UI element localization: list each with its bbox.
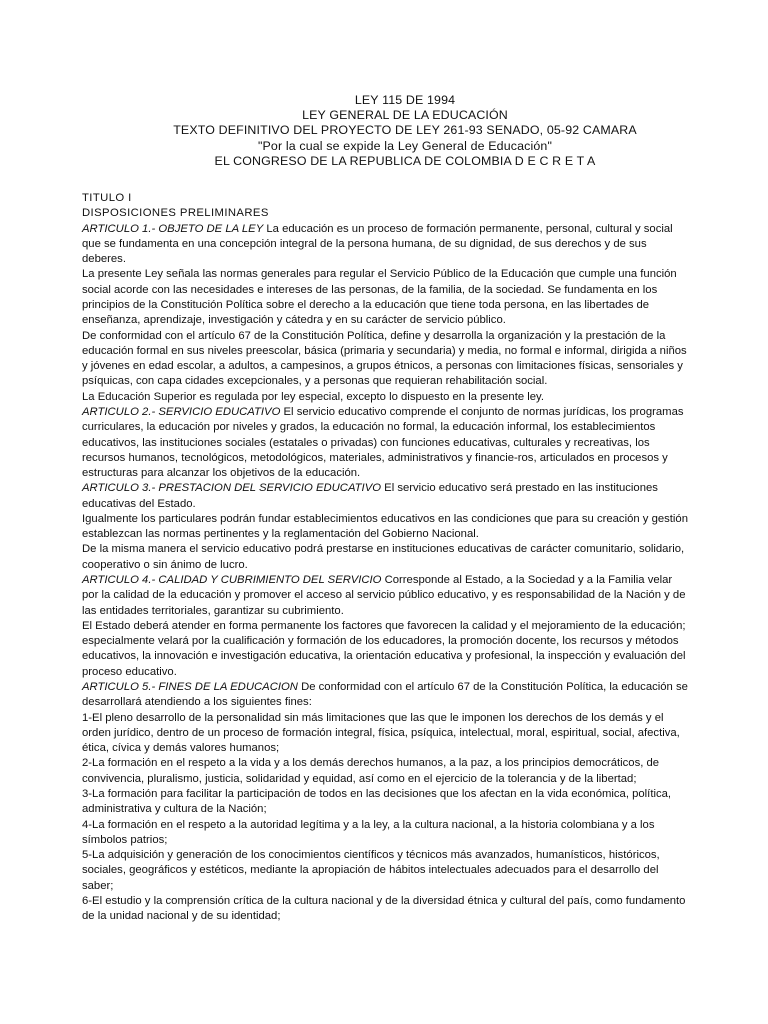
article-4-title: ARTICULO 4.- CALIDAD Y CUBRIMIENTO DEL SERVICIO — [82, 574, 382, 587]
article-2-title: ARTICULO 2.- SERVICIO EDUCATIVO — [82, 405, 281, 418]
decree-line: EL CONGRESO DE LA REPUBLICA DE COLOMBIA D E C R E T A — [214, 153, 596, 168]
article-1-title: ARTICULO 1.- OBJETO DE LA LEY — [82, 222, 264, 235]
list-item: 6-El estudio y la comprensión crítica de la cultura nacional y de la diversidad étnica y cultural del país, como fundamento de la unidad nacional y de su identidad; — [82, 894, 686, 923]
article-5-text: De conformidad con el artículo 67 de la Constitución Política, la educación se desarrollará atendiendo a los siguientes fines: — [82, 681, 688, 709]
list-item: 5-La adquisición y generación de los conocimientos científicos y técnicos más avanzados, humanísticos, históricos, sociales, geográficos y estéticos, mediante la apropiación de hábitos intelectuales adecuados para el desarrollo del saber; — [82, 849, 660, 892]
paragraph: Igualmente los particulares podrán fundar establecimientos educativos en las condiciones que para su creación y gestión establezcan las normas pertinentes y la reglamentación del Gobierno Nacional. — [82, 512, 688, 541]
paragraph: La Educación Superior es regulada por ley especial, excepto lo dispuesto en la presente ley. — [82, 390, 544, 403]
article-4-text: Corresponde al Estado, a la Sociedad y a la Familia velar por la calidad de la educación y promover el acceso al servicio público educativo, y es responsabilidad de la Nación y de las entidades territoriales, garantizar su cubrimiento. — [82, 574, 686, 617]
law-name: LEY GENERAL DE LA EDUCACIÓN — [302, 108, 508, 123]
article-3-title: ARTICULO 3.- PRESTACION DEL SERVICIO EDUCATIVO — [82, 482, 382, 495]
list-item: 2-La formación en el respeto a la vida y a los demás derechos humanos, a la paz, a los principios democráticos, de convivencia, pluralismo, justicia, solidaridad y equidad, así como en el ejercicio de la tolerancia y de la libertad; — [82, 757, 660, 785]
article-5 — [82, 680, 688, 711]
article-1 — [82, 222, 688, 268]
section-heading: DISPOSICIONES PRELIMINARES — [82, 207, 269, 220]
list-item: 3-La formación para facilitar la participación de todos en las decisiones que los afectan en la vida económica, política, administrativa y cultura de la Nación; — [82, 787, 672, 816]
list-item: 1-El pleno desarrollo de la personalidad sin más limitaciones que las que le imponen los derechos de los demás y el orden jurídico, dentro de un proceso de formación integral, física, psíquica, intelectual, moral, espiritual, social, afectiva, ética, cívica y demás valores humanos; — [82, 711, 680, 755]
article-2 — [82, 405, 688, 481]
paragraph: La presente Ley señala las normas generales para regular el Servicio Público de la Educación que cumple una función social acorde con las necesidades e intereses de las personas, de la familia, de la sociedad. Se fundamenta en los principios de la Constitución Política sobre el derecho a la educación que tiene toda persona, en las libertades de enseñanza, aprendizaje, investigación y cátedra y en su carácter de servicio público. — [82, 268, 677, 327]
law-purpose: "Por la cual se expide la Ley General de Educación" — [257, 138, 553, 153]
paragraph: De conformidad con el artículo 67 de la Constitución Política, define y desarrolla la organización y la prestación de la educación formal en sus niveles preescolar, básica (primaria y secundaria) y media, no formal e informal, dirigida a niños y jóvenes en edad escolar, a adultos, a campesinos, a grupos étnicos, a personas con limitaciones físicas, sensoriales y psíquicas, con capa cidades excepcionales, y a personas que requieran rehabilitación social. — [82, 329, 687, 388]
paragraph: De la misma manera el servicio educativo podrá prestarse en instituciones educativas de carácter comunitario, solidario, cooperativo o sin ánimo de lucro. — [82, 543, 685, 571]
article-3-text: El servicio educativo será prestado en las instituciones educativas del Estado. — [82, 482, 658, 510]
article-4 — [82, 573, 688, 619]
article-5-title: ARTICULO 5.- FINES DE LA EDUCACION — [82, 681, 298, 694]
law-number: LEY 115 DE 1994 — [354, 93, 456, 107]
document-body — [82, 191, 688, 925]
title-heading: TITULO I — [82, 192, 132, 205]
article-3 — [82, 481, 688, 512]
document-header — [82, 93, 728, 169]
article-2-text: El servicio educativo comprende el conjunto de normas jurídicas, los programas curriculares, la educación por niveles y grados, la educación no formal, la educación informal, los establecimientos educativos, las instituciones sociales (estatales o privadas) con funciones educativas, culturales y recreativas, los recursos humanos, tecnológicos, metodológicos, materiales, administrativos y financie-ros, articulados en procesos y estructuras para alcanzar los objetivos de la educación. — [82, 405, 684, 480]
project-text: TEXTO DEFINITIVO DEL PROYECTO DE LEY 261-93 SENADO, 05-92 CAMARA — [173, 123, 637, 138]
list-item: 4-La formación en el respeto a la autoridad legítima y a la ley, a la cultura nacional, a la historia colombiana y a los símbolos patrios; — [82, 818, 655, 846]
paragraph: El Estado deberá atender en forma permanente los factores que favorecen la calidad y el mejoramiento de la educación; especialmente velará por la cualificación y formación de los educadores, la promoción docente, los recursos y métodos educativos, la innovación e investigación educativa, la orientación educativa y profesional, la inspección y evaluación del proceso educativo. — [82, 619, 686, 678]
article-1-text: La educación es un proceso de formación permanente, personal, cultural y social que se fundamenta en una concepción integral de la persona humana, de su dignidad, de sus derechos y de sus deberes. — [82, 222, 673, 266]
